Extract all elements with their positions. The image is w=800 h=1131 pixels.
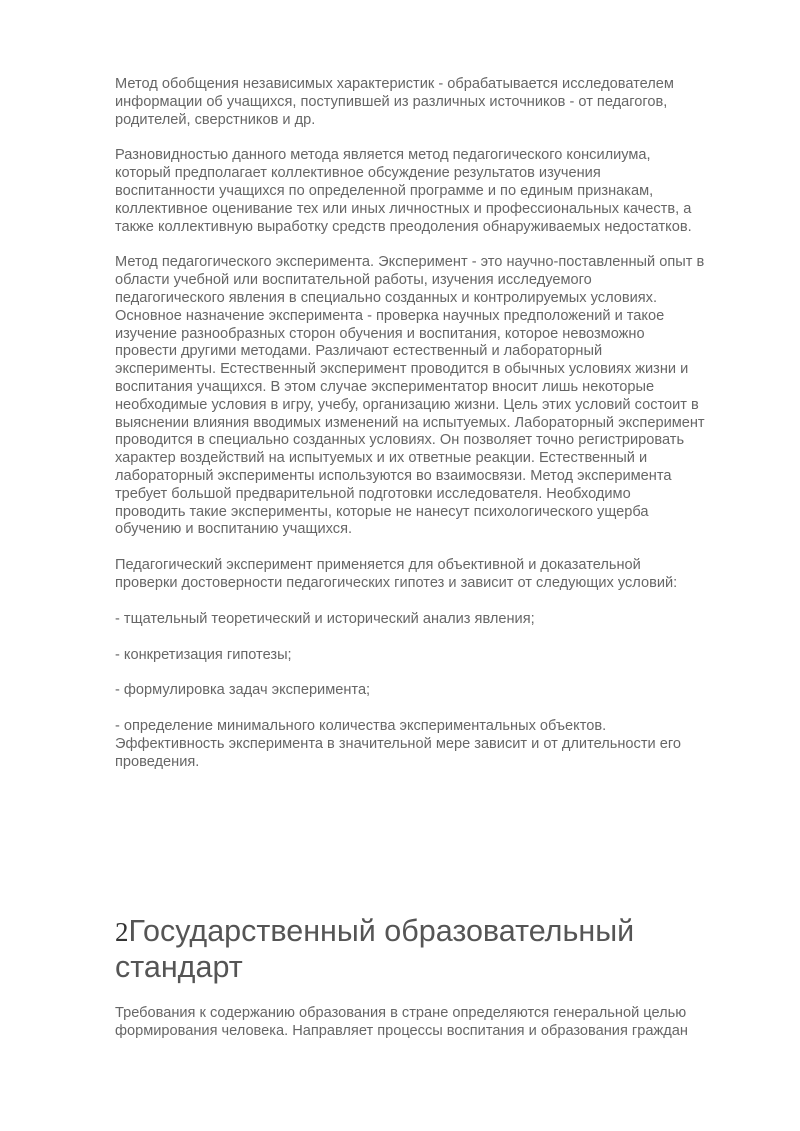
list-item-hypothesis: - конкретизация гипотезы; (115, 646, 292, 663)
section-number: 2 (115, 917, 129, 947)
document-body (115, 76, 730, 790)
paragraph-pedagogical-council: Разновидностью данного метода является метод педагогического консилиума, который предполагает коллективное обсуждение результатов изучения воспитанности учащихся по определенной программе и по единым признакам, коллективное оценивание тех или иных личностных и профессиональных качеств, а также коллективную выработку средств преодоления обнаруживаемых недостатков. (115, 147, 692, 235)
paragraph-pedagogical-experiment: Метод педагогического эксперимента. Эксперимент - это научно-поставленный опыт в области учебной или воспитательной работы, изучения исследуемого педагогического явления в специально созданных и контролируемых условиях. Основное назначение эксперимента - проверка научных предположений и такое изучение разнообразных сторон обучения и воспитания, которое невозможно провести другими методами. Различают естественный и лабораторный эксперименты. Естественный эксперимент проводится в обычных условиях жизни и воспитания учащихся. В этом случае экспериментатор вносит лишь некоторые необходимые условия в игру, учебу, организацию жизни. Цель этих условий состоит в выяснении влияния вводимых изменений на испытуемых. Лабораторный эксперимент проводится в специально созданных условиях. Он позволяет точно регистрировать характер воздействий на испытуемых и их ответные реакции. Естественный и лабораторный эксперименты используются во взаимосвязи. Метод эксперимента требует большой предварительной подготовки исследователя. Необходимо проводить такие эксперименты, которые не нанесут психологического ущерба обучению и воспитанию учащихся. (115, 254, 705, 538)
paragraph-experiment-conditions: Педагогический эксперимент применяется для объективной и доказательной проверки достоверности педагогических гипотез и зависит от следующих условий: (115, 557, 678, 591)
section-heading (115, 914, 755, 985)
list-item-objects: - определение минимального количества экспериментальных объектов. Эффективность эксперимента в значительной мере зависит и от длительности его проведения. (115, 718, 681, 770)
list-item-tasks: - формулировка задач эксперимента; (115, 682, 371, 699)
section-title: Государственный образовательный стандарт (115, 914, 635, 984)
list-item-analysis: - тщательный теоретический и исторический анализ явления; (115, 610, 535, 627)
paragraph-generalization-method: Метод обобщения независимых характеристик - обрабатывается исследователем информации об учащихся, поступившей из различных источников - от педагогов, родителей, сверстников и др. (115, 76, 674, 128)
paragraph-education-requirements: Требования к содержанию образования в стране определяются генеральной целью формирования человека. Направляет процессы воспитания и образования граждан (115, 1005, 688, 1039)
